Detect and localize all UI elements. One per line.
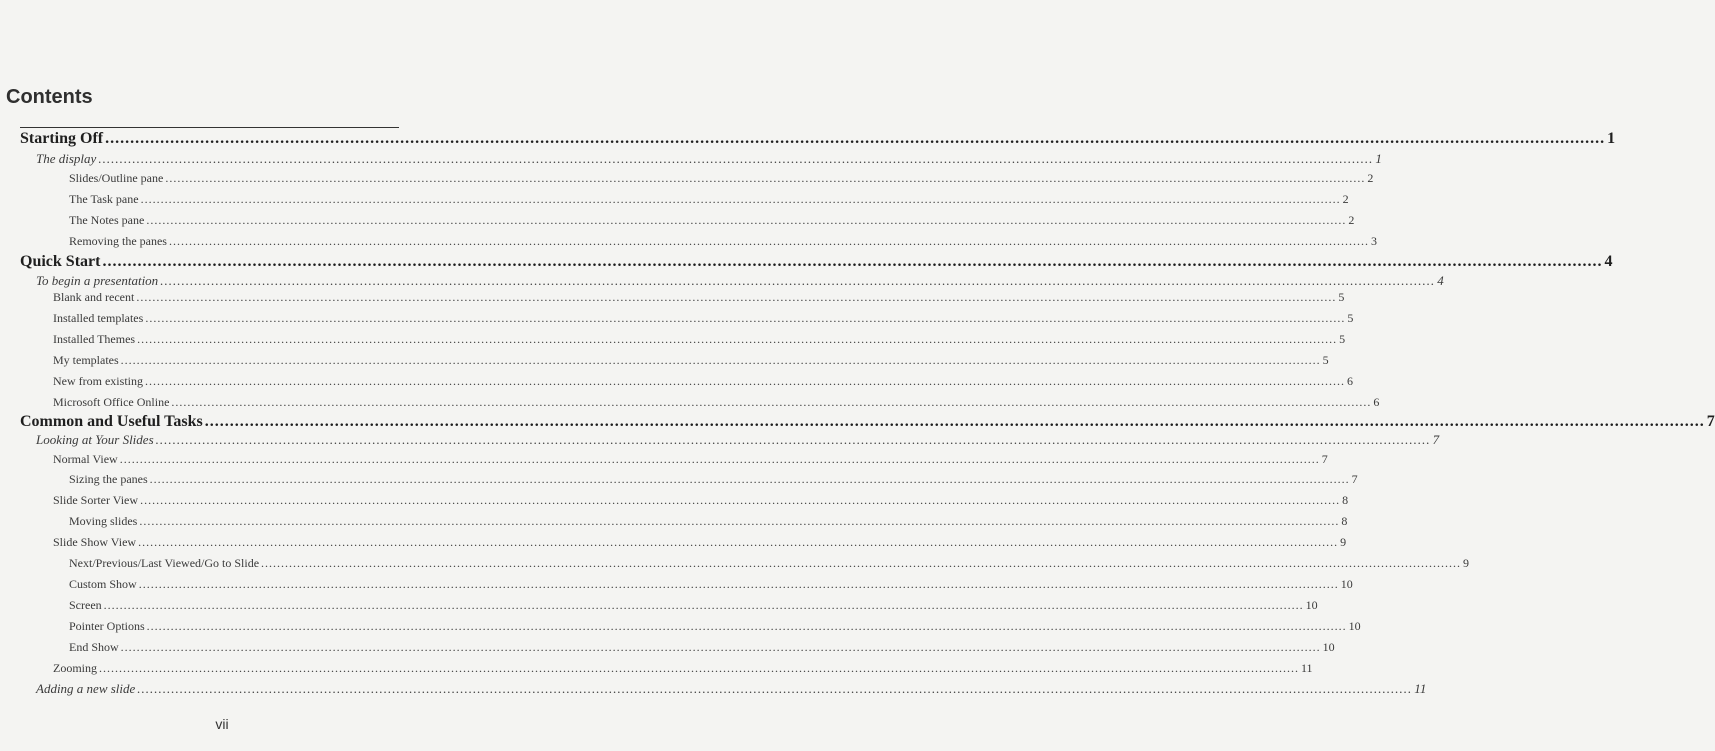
dot-leader: ............................................................................................................................................................................................................................................................................................................ [138,535,1339,549]
dot-leader: ............................................................................................................................................................................................................................................................................................................ [171,395,1372,409]
dot-leader: ............................................................................................................................................................................................................................................................................................................ [102,253,1603,270]
toc-entry-label: Slide Show View [53,535,137,549]
dot-leader: ............................................................................................................................................................................................................................................................................................................ [149,472,1350,486]
dot-leader: ............................................................................................................................................................................................................................................................................................................ [105,130,1606,147]
toc-entry-label: Looking at Your Slides [36,432,154,447]
toc-entry [53,395,1380,410]
dot-leader: ............................................................................................................................................................................................................................................................................................................ [137,681,1413,696]
toc-entry-label: Custom Show [69,577,137,591]
toc-entry [53,535,1347,550]
toc-entry-page: 7 [1321,452,1328,466]
toc-entry-page: 8 [1341,514,1348,528]
toc-entry-page: 11 [1301,661,1313,675]
toc-entry [36,273,1444,289]
toc-entry [53,452,1328,467]
toc-entry-page: 10 [1348,619,1361,633]
dot-leader: ............................................................................................................................................................................................................................................................................................................ [120,353,1321,367]
toc-entry-label: Blank and recent [53,290,135,304]
toc-entry-label: Slide Sorter View [53,493,139,507]
toc-entry-page: 8 [1342,493,1349,507]
toc-entry [69,192,1349,207]
toc-entry-page: 4 [1604,253,1613,270]
dot-leader: ............................................................................................................................................................................................................................................................................................................ [204,413,1705,430]
toc-entry-label: Screen [69,598,102,612]
toc-entry [53,353,1329,368]
toc-entry-label: Zooming [53,661,97,675]
page-title: Contents [6,86,93,108]
toc-entry [53,493,1349,508]
toc-entry [69,556,1470,571]
toc-entry-page: 4 [1437,273,1444,288]
dot-leader: ............................................................................................................................................................................................................................................................................................................ [261,556,1462,570]
dot-leader: ............................................................................................................................................................................................................................................................................................................ [137,332,1338,346]
toc-entry-label: Installed templates [53,311,144,325]
dot-leader: ............................................................................................................................................................................................................................................................................................................ [120,640,1321,654]
dot-leader: ............................................................................................................................................................................................................................................................................................................ [160,273,1436,288]
toc-entry [20,413,1715,431]
toc-entry-label: Adding a new slide [36,681,136,696]
dot-leader: ............................................................................................................................................................................................................................................................................................................ [136,290,1337,304]
toc-entry [36,681,1427,697]
toc-entry-label: Normal View [53,452,118,466]
toc-entry-label: The display [36,151,97,166]
toc-entry-page: 9 [1463,556,1470,570]
toc-entry-page: 7 [1432,432,1440,447]
toc-entry [69,598,1318,613]
dot-leader: ............................................................................................................................................................................................................................................................................................................ [145,311,1346,325]
dot-leader: ............................................................................................................................................................................................................................................................................................................ [146,213,1347,227]
toc-entry-label: The Notes pane [69,213,145,227]
dot-leader: ............................................................................................................................................................................................................................................................................................................ [146,619,1347,633]
toc-entry [69,619,1361,634]
toc-entry-page: 5 [1322,353,1329,367]
toc-entry-label: Next/Previous/Last Viewed/Go to Slide [69,556,260,570]
toc-entry-page: 5 [1339,332,1346,346]
toc-entry-page: 2 [1342,192,1349,206]
toc-entry-label: The Task pane [69,192,139,206]
toc-entry [53,332,1346,347]
toc-entry [36,432,1440,448]
toc-entry-label: Sizing the panes [69,472,148,486]
toc-entry-page: 6 [1346,374,1353,388]
toc-entry [69,171,1374,186]
toc-entry-label: New from existing [53,374,143,388]
dot-leader: ............................................................................................................................................................................................................................................................................................................ [139,514,1340,528]
toc-entry-label: Slides/Outline pane [69,171,164,185]
toc-entry-label: Installed Themes [53,332,136,346]
toc-entry-page: 2 [1367,171,1374,185]
dot-leader: ............................................................................................................................................................................................................................................................................................................ [138,577,1339,591]
toc-entry-label: Removing the panes [69,234,167,248]
toc-entry-page: 10 [1305,598,1318,612]
toc-entry [69,577,1353,592]
toc-entry [69,234,1377,249]
toc-entry-page: 5 [1338,290,1345,304]
toc-entry [20,253,1613,271]
toc-entry-page: 1 [1607,130,1616,147]
dot-leader: ............................................................................................................................................................................................................................................................................................................ [99,661,1299,675]
toc-entry [53,311,1354,326]
toc-entry-page: 3 [1370,234,1377,248]
toc-entry-page: 11 [1414,681,1427,696]
toc-entry [69,640,1335,655]
toc-entry-page: 10 [1340,577,1353,591]
dot-leader: ............................................................................................................................................................................................................................................................................................................ [168,234,1369,248]
dot-leader: ............................................................................................................................................................................................................................................................................................................ [144,374,1345,388]
dot-leader: ............................................................................................................................................................................................................................................................................................................ [155,432,1431,447]
dot-leader: ............................................................................................................................................................................................................................................................................................................ [140,192,1341,206]
dot-leader: ............................................................................................................................................................................................................................................................................................................ [103,598,1304,612]
toc-entry-label: My templates [53,353,119,367]
toc-entry [69,472,1358,487]
dot-leader: ............................................................................................................................................................................................................................................................................................................ [98,151,1374,166]
toc-entry [69,514,1348,529]
dot-leader: ............................................................................................................................................................................................................................................................................................................ [140,493,1341,507]
toc-entry-label: To begin a presentation [36,273,159,288]
toc-entry [53,290,1345,305]
title-rule [20,127,399,128]
toc-entry-label: End Show [69,640,119,654]
toc-entry-label: Microsoft Office Online [53,395,170,409]
toc-entry-page: 2 [1348,213,1355,227]
toc-entry [20,130,1616,148]
toc-entry [69,213,1355,228]
toc-entry-page: 7 [1351,472,1358,486]
toc-entry-label: Moving slides [69,514,138,528]
toc-entry [53,374,1353,389]
dot-leader: ............................................................................................................................................................................................................................................................................................................ [119,452,1320,466]
toc-entry-page: 6 [1373,395,1380,409]
toc-entry-page: 1 [1375,151,1382,166]
toc-entry-label: Starting Off [20,130,104,147]
toc-entry-page: 7 [1706,413,1715,430]
toc-entry [36,151,1382,167]
page-number: vii [215,716,229,732]
dot-leader: ............................................................................................................................................................................................................................................................................................................ [165,171,1366,185]
toc-entry [53,661,1313,676]
toc-entry-page: 9 [1340,535,1347,549]
toc-entry-page: 5 [1347,311,1354,325]
toc-entry-page: 10 [1322,640,1335,654]
toc-entry-label: Pointer Options [69,619,145,633]
toc-entry-label: Quick Start [20,253,101,270]
toc-entry-label: Common and Useful Tasks [20,413,203,430]
